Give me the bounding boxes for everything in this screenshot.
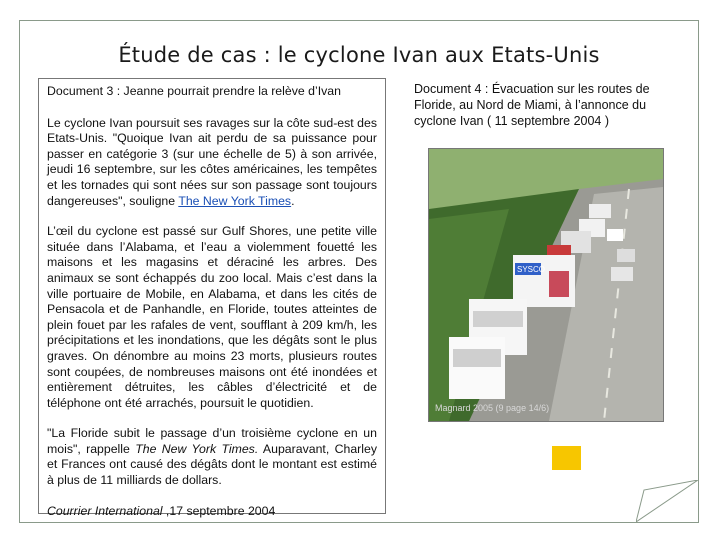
photo-credit: Magnard 2005 (9 page 14/6) [435, 403, 550, 413]
paragraph-1-end: . [291, 193, 295, 208]
paragraph-3-italic: The New York Times. [135, 441, 259, 456]
source-name: Courrier International [47, 503, 163, 518]
document-3-source [47, 504, 377, 520]
document-3-box [38, 78, 386, 518]
truck-logo: SYSCO [517, 265, 546, 274]
new-york-times-link[interactable]: The New York Times [178, 193, 292, 208]
document-3-paragraph-1 [47, 116, 377, 210]
document-3-heading: Document 3 : Jeanne pourrait prendre la relève d’Ivan [47, 84, 341, 98]
paragraph-3-end: Auparavant, Charley et Frances ont causé des dégâts dont le montant est estimé à plus de 11 milliards de dollars. [47, 441, 377, 488]
page-title: Étude de cas : le cyclone Ivan aux Etats-Unis [118, 43, 600, 67]
paragraph-3-start: "La Floride subit le passage d’un troisième cyclone en un mois", rappelle [47, 426, 377, 456]
document-3-paragraph-2: L’œil du cyclone est passé sur Gulf Shores, une petite ville située dans l’Alabama, et l’eau a violemment fouetté les maisons et les magasins et déraciné les arbres. Des animaux se sont échappés du zoo local. Mais c’est dans la ville portuaire de Mobile, en Alabama, et dans les cités de Pensacola et de Panhandle, en Floride, toutes atteintes de plein fouet par les rafales de vent, soufflant à 209 km/h, les précipitations et les inondations, que les dégâts sont le plus graves. On dénombre au moins 23 morts, plusieurs routes sont coupées, de nombreuses maisons ont été inondées et entièrement détruites, les câbles d’électricité et de téléphone ont été arrachés, poursuit le quotidien. [47, 224, 377, 410]
source-date: ,17 septembre 2004 [162, 503, 276, 518]
page-curl-corner [636, 480, 698, 522]
accent-square [552, 446, 581, 470]
evacuation-photo [428, 148, 664, 422]
evacuation-photo-illustration [429, 149, 663, 421]
paragraph-1-text: Le cyclone Ivan poursuit ses ravages sur la côte sud-est des Etats-Unis. "Quoique Ivan ait perdu de sa puissance pour passer en catégorie 3 (sur une échelle de 5) à son arrivée, jeudi 16 septembre, sur les côtes américaines, les tempêtes et les tornades qui sont nées sur son passage sont toujours dangereuses", souligne [47, 115, 377, 208]
document-3-paragraph-3 [47, 426, 377, 488]
document-4-caption: Document 4 : Évacuation sur les routes de Floride, au Nord de Miami, à l’annonce du cyclone Ivan ( 11 septembre 2004 ) [414, 82, 650, 128]
slide-page [19, 20, 699, 523]
